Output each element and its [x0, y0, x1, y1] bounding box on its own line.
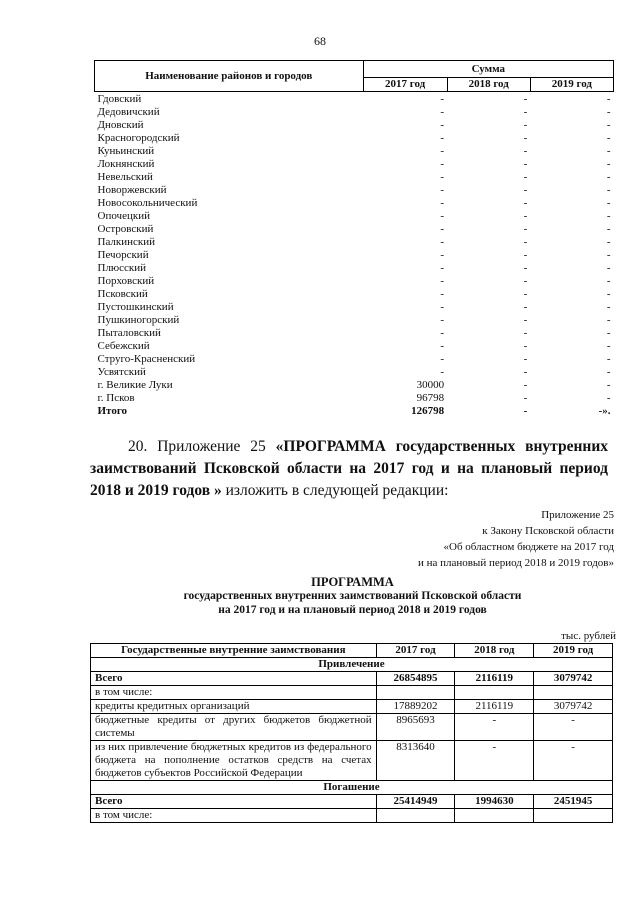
value-2019: 3079742 — [534, 700, 613, 714]
table-row — [95, 106, 614, 119]
borrowing-name: в том числе: — [91, 686, 377, 700]
table-row — [95, 132, 614, 145]
table-row — [95, 223, 614, 236]
value-2017: - — [440, 93, 445, 105]
borrowing-name: из них привлечение бюджетных кредитов из федерального бюджета на пополнение остатков средств на счетах бюджетов субъектов Российской Федерации — [91, 741, 377, 781]
value-2019: - — [606, 327, 611, 339]
district-name: Палкинский — [97, 236, 156, 248]
district-name: Порховский — [97, 275, 155, 287]
table-row — [95, 145, 614, 158]
value-2019: - — [606, 249, 611, 261]
value-2019: - — [606, 275, 611, 287]
section-attraction-label: Привлечение — [91, 658, 613, 672]
total-label: Итого — [97, 405, 128, 417]
units-label: тыс. рублей — [561, 630, 616, 642]
value-2017: - — [440, 353, 445, 365]
value-2018: - — [523, 275, 528, 287]
districts-name-header: Наименование районов и городов — [95, 61, 364, 92]
total-2018: - — [523, 405, 528, 417]
value-2017: - — [440, 145, 445, 157]
value-2018: - — [523, 236, 528, 248]
value-2017: - — [440, 223, 445, 235]
value-2018: - — [523, 379, 528, 391]
value-2017: - — [440, 106, 445, 118]
value-2017: 17889202 — [376, 700, 455, 714]
value-2019: - — [606, 340, 611, 352]
value-2018: - — [523, 106, 528, 118]
page-number: 68 — [314, 34, 326, 48]
value-2018: - — [455, 714, 534, 741]
year-header-2019: 2019 год — [530, 78, 613, 92]
table-row — [91, 672, 613, 686]
value-2017: - — [440, 210, 445, 222]
appendix-line: к Закону Псковской области — [482, 525, 614, 537]
value-2017: - — [440, 171, 445, 183]
value-2018: - — [523, 366, 528, 378]
value-2017: 25414949 — [376, 795, 455, 809]
table-row — [95, 314, 614, 327]
value-2017: - — [440, 236, 445, 248]
value-2019: - — [606, 366, 611, 378]
district-name: Новоржевский — [97, 184, 167, 196]
district-name: Красногородский — [97, 132, 180, 144]
value-2017: - — [440, 340, 445, 352]
value-2018: 2116119 — [455, 700, 534, 714]
program-title — [0, 575, 640, 617]
appendix-line: Приложение 25 — [541, 509, 614, 521]
value-2018: - — [523, 353, 528, 365]
borrowing-name: Всего — [91, 672, 377, 686]
value-2019: - — [606, 236, 611, 248]
value-2019: 2451945 — [534, 795, 613, 809]
value-2019: - — [606, 353, 611, 365]
value-2019: 3079742 — [534, 672, 613, 686]
value-2019: - — [606, 132, 611, 144]
value-2017: - — [440, 132, 445, 144]
table-row — [95, 301, 614, 314]
amendment-title: «ПРОГРАММА государственных внутренних заимствований Псковской области на 2017 год и на плановый период 2018 и 2019 годов » — [90, 438, 608, 499]
table-row — [95, 171, 614, 184]
table-row — [95, 366, 614, 379]
value-2019: - — [606, 106, 611, 118]
districts-table — [94, 60, 614, 418]
borrowings-name-header: Государственные внутренние заимствования — [91, 644, 377, 658]
value-2019: - — [606, 158, 611, 170]
borrowing-name: кредиты кредитных организаций — [91, 700, 377, 714]
total-row — [95, 405, 614, 418]
table-row — [95, 210, 614, 223]
table-row — [91, 714, 613, 741]
amendment-paragraph — [90, 436, 608, 502]
value-2018: - — [523, 158, 528, 170]
district-name: Опочецкий — [97, 210, 150, 222]
district-name: г. Псков — [97, 392, 135, 404]
total-2017: 126798 — [411, 405, 445, 417]
value-2018: - — [523, 249, 528, 261]
value-2018 — [455, 809, 534, 823]
table-row — [95, 275, 614, 288]
total-2019: -». — [598, 405, 611, 417]
value-2017: - — [440, 119, 445, 131]
district-name: Пыталовский — [97, 327, 161, 339]
section-repayment — [91, 781, 613, 795]
value-2019: - — [606, 223, 611, 235]
value-2017: - — [440, 262, 445, 274]
district-name: Струго-Красненский — [97, 353, 196, 365]
table-row — [95, 92, 614, 107]
district-name: Усвятский — [97, 366, 146, 378]
table-row — [95, 262, 614, 275]
table-row — [91, 700, 613, 714]
section-repayment-label: Погашение — [91, 781, 613, 795]
district-name: Гдовский — [97, 93, 142, 105]
value-2017: 8313640 — [376, 741, 455, 781]
value-2019: - — [606, 262, 611, 274]
borrowing-name: Всего — [91, 795, 377, 809]
value-2018: - — [523, 132, 528, 144]
section-attraction — [91, 658, 613, 672]
value-2018: 2116119 — [455, 672, 534, 686]
district-name: Новосокольнический — [97, 197, 198, 209]
value-2017: - — [440, 314, 445, 326]
value-2017: - — [440, 366, 445, 378]
table-row — [95, 158, 614, 171]
appendix-line: «Об областном бюджете на 2017 год — [443, 541, 614, 553]
value-2017: - — [440, 327, 445, 339]
table-row — [91, 741, 613, 781]
year-header-2018: 2018 год — [447, 78, 530, 92]
district-name: Псковский — [97, 288, 148, 300]
value-2019: - — [606, 184, 611, 196]
district-name: Дновский — [97, 119, 144, 131]
table-row — [95, 379, 614, 392]
value-2019: - — [606, 197, 611, 209]
value-2017 — [376, 686, 455, 700]
amendment-number: 20. Приложение 25 — [128, 438, 266, 455]
value-2018: - — [523, 119, 528, 131]
table-row — [95, 340, 614, 353]
value-2019 — [534, 809, 613, 823]
value-2018: 1994630 — [455, 795, 534, 809]
value-2017: 30000 — [416, 379, 445, 391]
value-2017 — [376, 809, 455, 823]
value-2019: - — [606, 314, 611, 326]
value-2019: - — [606, 119, 611, 131]
value-2017: - — [440, 288, 445, 300]
value-2018: - — [523, 184, 528, 196]
district-name: Невельский — [97, 171, 153, 183]
value-2017: 96798 — [416, 392, 445, 404]
appendix-line: и на плановый период 2018 и 2019 годов» — [417, 557, 614, 569]
year-header-2017: 2017 год — [363, 78, 447, 92]
district-name: Куньинский — [97, 145, 155, 157]
table-row — [95, 353, 614, 366]
table-row — [95, 236, 614, 249]
value-2019: - — [534, 741, 613, 781]
value-2017: 26854895 — [376, 672, 455, 686]
table-row — [91, 795, 613, 809]
district-name: Себежский — [97, 340, 150, 352]
value-2018: - — [455, 741, 534, 781]
value-2019: - — [606, 93, 611, 105]
table-row — [95, 184, 614, 197]
value-2017: - — [440, 197, 445, 209]
value-2017: - — [440, 275, 445, 287]
program-title-line: на 2017 год и на плановый период 2018 и 2019 годов — [218, 604, 487, 616]
value-2019: - — [606, 210, 611, 222]
table-row — [95, 249, 614, 262]
value-2019 — [534, 686, 613, 700]
districts-sum-header: Сумма — [363, 61, 613, 78]
appendix-header — [418, 507, 614, 571]
year-header-2019: 2019 год — [534, 644, 613, 658]
year-header-2017: 2017 год — [376, 644, 455, 658]
value-2018: - — [523, 392, 528, 404]
value-2018: - — [523, 171, 528, 183]
value-2018: - — [523, 145, 528, 157]
value-2019: - — [534, 714, 613, 741]
value-2018: - — [523, 262, 528, 274]
value-2019: - — [606, 288, 611, 300]
table-row — [95, 288, 614, 301]
table-row — [91, 686, 613, 700]
value-2019: - — [606, 171, 611, 183]
value-2017: - — [440, 184, 445, 196]
borrowing-name: в том числе: — [91, 809, 377, 823]
value-2017: - — [440, 158, 445, 170]
district-name: г. Великие Луки — [97, 379, 173, 391]
value-2018: - — [523, 301, 528, 313]
year-header-2018: 2018 год — [455, 644, 534, 658]
district-name: Дедовичский — [97, 106, 160, 118]
district-name: Локнянский — [97, 158, 155, 170]
program-title-line: государственных внутренних заимствований Псковской области — [183, 590, 522, 602]
district-name: Плюсский — [97, 262, 147, 274]
value-2018: - — [523, 340, 528, 352]
district-name: Пустошкинский — [97, 301, 174, 313]
district-name: Печорский — [97, 249, 149, 261]
value-2017: - — [440, 301, 445, 313]
district-name: Пушкиногорский — [97, 314, 180, 326]
district-name: Островский — [97, 223, 154, 235]
value-2019: - — [606, 301, 611, 313]
value-2018: - — [523, 314, 528, 326]
value-2018 — [455, 686, 534, 700]
value-2017: - — [440, 249, 445, 261]
value-2018: - — [523, 197, 528, 209]
table-row — [95, 327, 614, 340]
value-2018: - — [523, 210, 528, 222]
value-2017: 8965693 — [376, 714, 455, 741]
value-2019: - — [606, 145, 611, 157]
table-row — [95, 119, 614, 132]
borrowing-name: бюджетные кредиты от других бюджетов бюджетной системы — [91, 714, 377, 741]
amendment-tail: изложить в следующей редакции: — [225, 482, 449, 499]
borrowings-table — [90, 643, 613, 823]
program-title-line: ПРОГРАММА — [311, 575, 394, 589]
table-row — [95, 197, 614, 210]
value-2018: - — [523, 288, 528, 300]
value-2018: - — [523, 223, 528, 235]
value-2019: - — [606, 392, 611, 404]
value-2018: - — [523, 93, 528, 105]
value-2019: - — [606, 379, 611, 391]
table-row — [91, 809, 613, 823]
table-row — [95, 392, 614, 405]
value-2018: - — [523, 327, 528, 339]
